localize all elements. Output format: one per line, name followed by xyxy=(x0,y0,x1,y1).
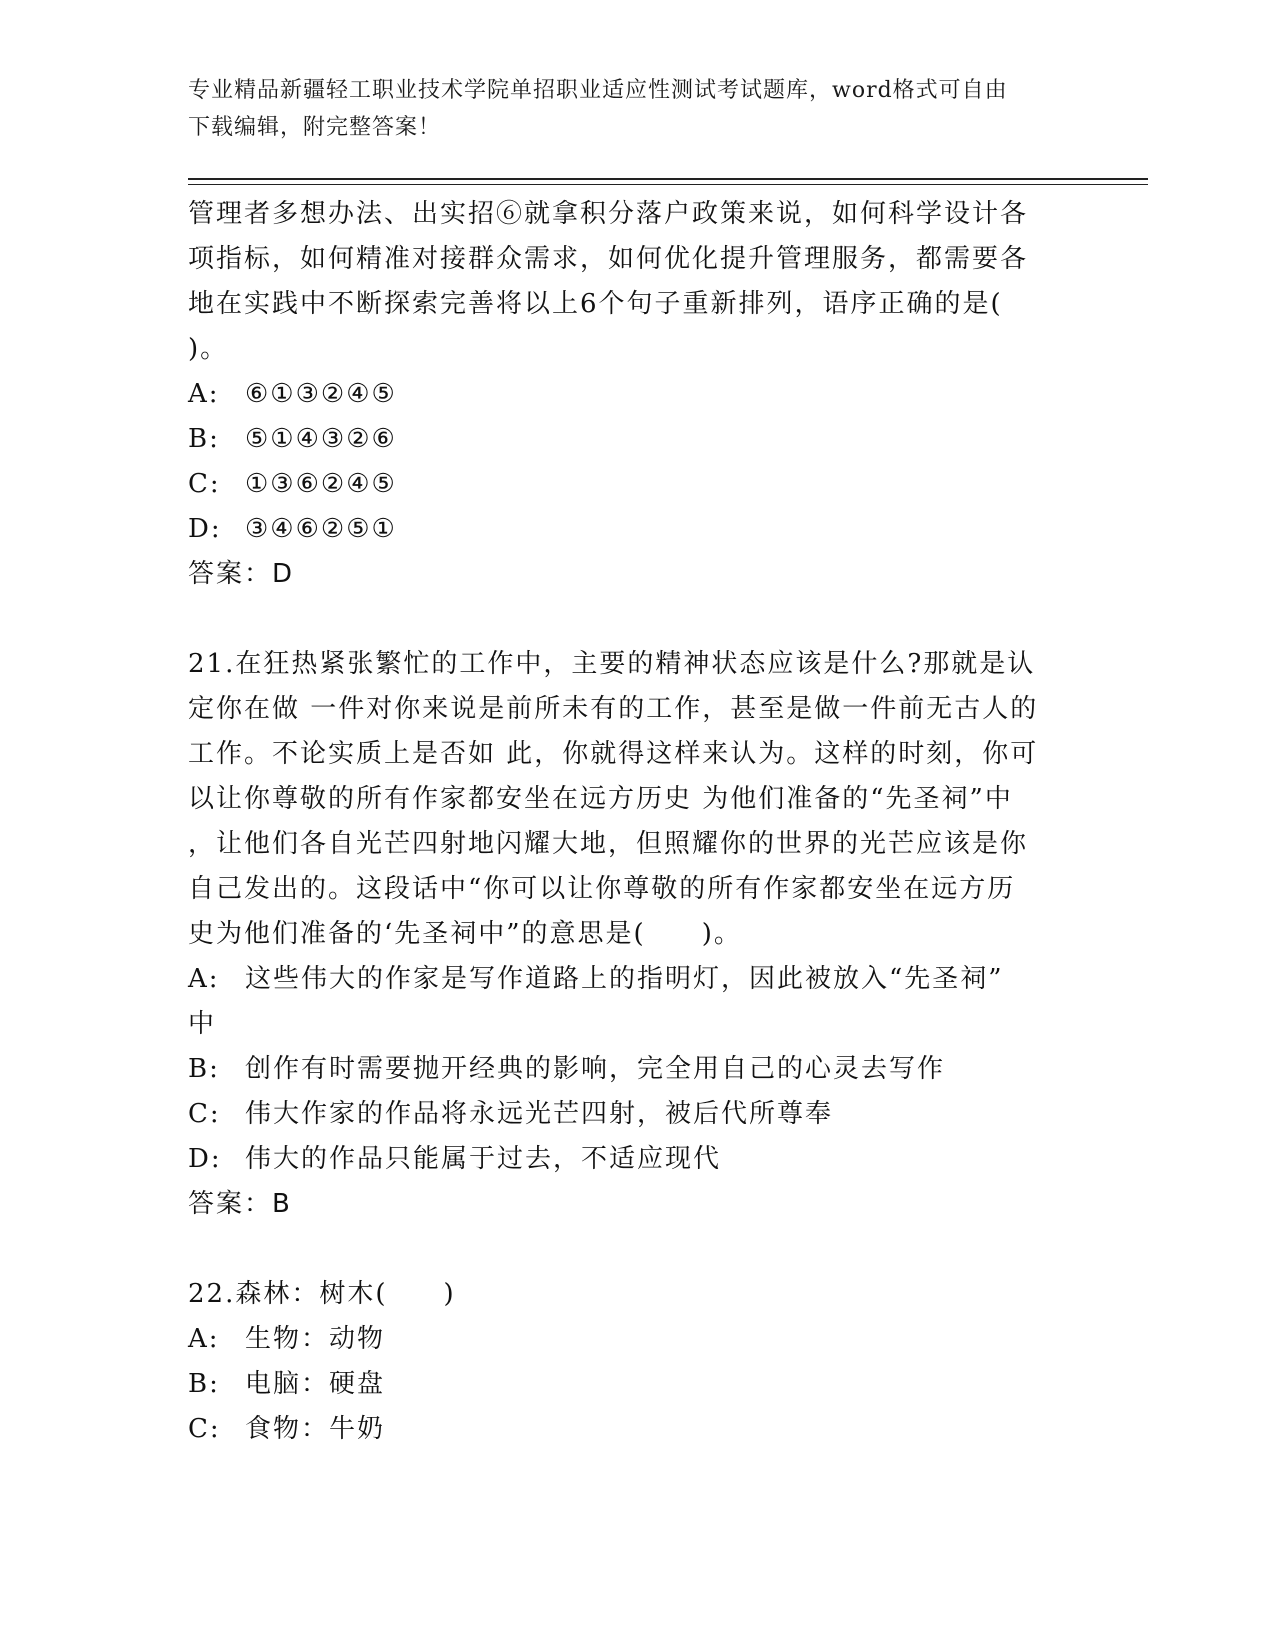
header-line-1: 专业精品新疆轻工职业技术学院单招职业适应性测试考试题库，word格式可自由 xyxy=(188,78,1008,103)
question-stem-line: 自己发出的。这段话中“你可以让你尊敬的所有作家都安坐在远方历 xyxy=(188,874,1016,904)
option-label: C: xyxy=(188,1099,221,1129)
spacer xyxy=(188,1227,1088,1272)
question-stem-line: 工作。不论实质上是否如 此，你就得这样来认为。这样的时刻，你可 xyxy=(188,739,1039,769)
question-content xyxy=(188,192,1088,1452)
option-text: ①③⑥②④⑤ xyxy=(245,469,397,499)
option-label: C: xyxy=(188,469,221,499)
option-b xyxy=(188,1362,1088,1407)
question-stem-line: ，让他们各自光芒四射地闪耀大地，但照耀你的世界的光芒应该是你 xyxy=(188,829,1029,859)
option-text: 伟大的作品只能属于过去，不适应现代 xyxy=(245,1144,722,1174)
page-header xyxy=(188,72,1068,146)
spacer xyxy=(188,597,1088,642)
option-a-continuation: 中 xyxy=(188,1009,217,1039)
option-c xyxy=(188,462,1088,507)
option-label: A: xyxy=(188,379,220,409)
option-c xyxy=(188,1407,1088,1452)
question-stem-line: 以让你尊敬的所有作家都安坐在远方历史 为他们准备的“先圣祠”中 xyxy=(188,784,1013,814)
answer-line: 答案：D xyxy=(188,559,295,589)
option-a xyxy=(188,372,1088,417)
option-label: B: xyxy=(188,424,220,454)
option-label: A: xyxy=(188,1324,220,1354)
question-stem-line: 项指标，如何精准对接群众需求，如何优化提升管理服务，都需要各 xyxy=(188,244,1029,274)
option-label: C: xyxy=(188,1414,221,1444)
answer-line: 答案：B xyxy=(188,1189,292,1219)
option-a xyxy=(188,1317,1088,1362)
question-22 xyxy=(188,1272,1088,1452)
option-text: 电脑：硬盘 xyxy=(245,1369,386,1399)
question-20 xyxy=(188,192,1088,597)
option-text: ③④⑥②⑤① xyxy=(245,514,397,544)
option-label: A: xyxy=(188,964,220,994)
option-text: 食物：牛奶 xyxy=(245,1414,386,1444)
option-text: ⑥①③②④⑤ xyxy=(245,379,397,409)
option-label: B: xyxy=(188,1369,220,1399)
option-text: 创作有时需要抛开经典的影响，完全用自己的心灵去写作 xyxy=(245,1054,946,1084)
option-b xyxy=(188,1047,1088,1092)
option-d xyxy=(188,1137,1088,1182)
question-stem-line: )。 xyxy=(188,334,229,364)
option-label: B: xyxy=(188,1054,220,1084)
option-label: D: xyxy=(188,514,222,544)
option-text: 这些伟大的作家是写作道路上的指明灯，因此被放入“先圣祠” xyxy=(245,964,1004,994)
question-21 xyxy=(188,642,1088,1227)
question-stem-line: 21.在狂热紧张繁忙的工作中，主要的精神状态应该是什么?那就是认 xyxy=(188,649,1036,679)
question-stem-line: 史为他们准备的‘先圣祠中”的意思是( )。 xyxy=(188,919,742,949)
header-line-2: 下载编辑，附完整答案！ xyxy=(188,115,442,140)
option-b xyxy=(188,417,1088,462)
header-rule-thin xyxy=(188,184,1148,185)
option-text: ⑤①④③②⑥ xyxy=(245,424,397,454)
option-d xyxy=(188,507,1088,552)
question-stem-line: 22.森林：树木( ) xyxy=(188,1279,456,1309)
question-stem-line: 地在实践中不断探索完善将以上6个句子重新排列，语序正确的是( xyxy=(188,289,1003,319)
option-c xyxy=(188,1092,1088,1137)
option-a xyxy=(188,957,1088,1002)
header-rule-thick xyxy=(188,178,1148,180)
option-label: D: xyxy=(188,1144,222,1174)
option-text: 伟大作家的作品将永远光芒四射，被后代所尊奉 xyxy=(245,1099,834,1129)
option-text: 生物：动物 xyxy=(245,1324,386,1354)
question-stem-line: 定你在做 一件对你来说是前所未有的工作，甚至是做一件前无古人的 xyxy=(188,694,1039,724)
question-stem-line: 管理者多想办法、出实招⑥就拿积分落户政策来说，如何科学设计各 xyxy=(188,199,1029,229)
